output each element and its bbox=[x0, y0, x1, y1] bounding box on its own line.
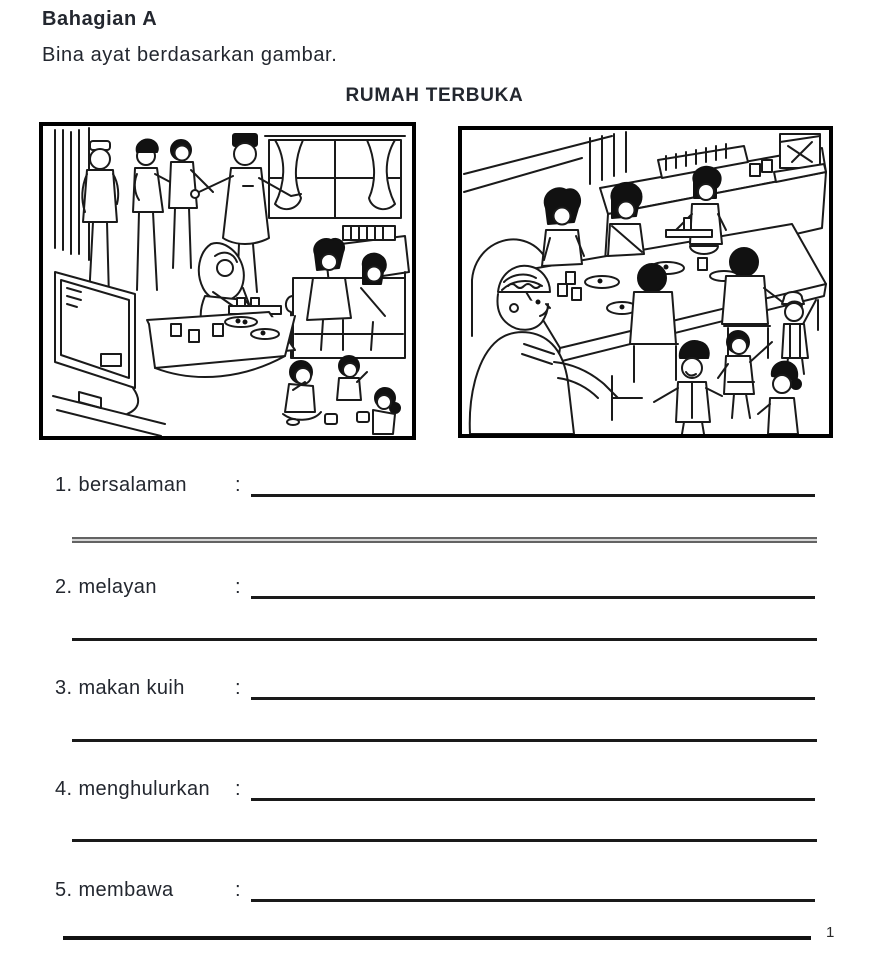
living-room-illustration bbox=[43, 126, 412, 436]
question-5-colon: : bbox=[235, 879, 241, 901]
question-2-number: 2. bbox=[55, 576, 73, 598]
question-1-label: bersalaman bbox=[78, 474, 187, 496]
question-row-4 bbox=[55, 775, 815, 801]
answer-line-5-continued[interactable] bbox=[63, 936, 811, 940]
question-4-colon: : bbox=[235, 778, 241, 800]
answer-line-3[interactable] bbox=[251, 674, 815, 700]
question-row-3 bbox=[55, 674, 815, 700]
answer-line-3-continued[interactable] bbox=[72, 739, 817, 742]
question-row-5 bbox=[55, 876, 815, 902]
instruction-text: Bina ayat berdasarkan gambar. bbox=[42, 44, 338, 66]
question-row-1 bbox=[55, 471, 815, 497]
answer-line-4[interactable] bbox=[251, 775, 815, 801]
question-5-number: 5. bbox=[55, 879, 73, 901]
question-5-label: membawa bbox=[78, 879, 174, 901]
answer-line-2[interactable] bbox=[251, 573, 815, 599]
question-row-2 bbox=[55, 573, 815, 599]
question-1-colon: : bbox=[235, 474, 241, 496]
dining-room-illustration bbox=[462, 130, 829, 434]
question-4-number: 4. bbox=[55, 778, 73, 800]
answer-line-4-continued[interactable] bbox=[72, 839, 817, 842]
illustration-right-frame bbox=[458, 126, 833, 438]
answer-line-5[interactable] bbox=[251, 876, 815, 902]
question-1-number: 1. bbox=[55, 474, 73, 496]
question-2-label: melayan bbox=[78, 576, 157, 598]
illustration-left-frame bbox=[39, 122, 416, 440]
worksheet-heading: RUMAH TERBUKA bbox=[345, 85, 524, 106]
question-4-label: menghulurkan bbox=[78, 778, 211, 800]
question-2-colon: : bbox=[235, 576, 241, 598]
answer-line-2-continued[interactable] bbox=[72, 638, 817, 641]
question-3-number: 3. bbox=[55, 677, 73, 699]
answer-line-1[interactable] bbox=[251, 471, 815, 497]
page-number: 1 bbox=[826, 924, 835, 941]
question-3-label: makan kuih bbox=[78, 677, 185, 699]
answer-line-1-continued[interactable] bbox=[72, 537, 817, 543]
question-3-colon: : bbox=[235, 677, 241, 699]
section-title: Bahagian A bbox=[42, 8, 158, 30]
